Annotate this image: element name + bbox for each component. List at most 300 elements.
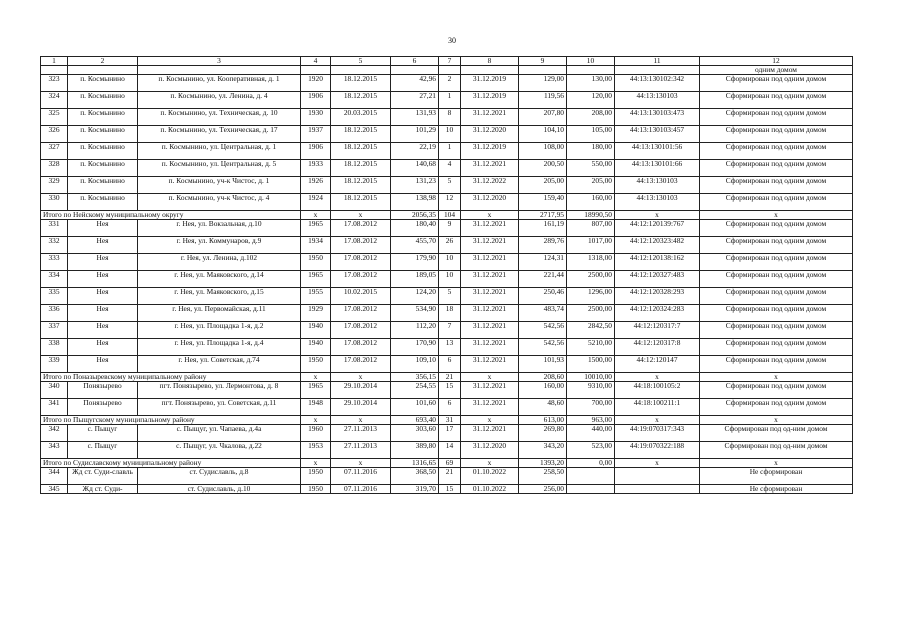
table-row xyxy=(41,382,853,399)
date-cell: 17.08.2012 xyxy=(331,220,391,237)
column-number-cell: 6 xyxy=(391,57,439,66)
table-row xyxy=(41,177,853,194)
value-col9-cell: 483,74 xyxy=(519,305,567,322)
subtotal-row xyxy=(41,373,853,382)
subtotal-area-cell: 2056,35 xyxy=(391,211,439,220)
residents-cell: 4 xyxy=(439,160,461,177)
row-number-cell: 343 xyxy=(41,442,68,459)
cadastre-number-cell: 44:12:120327:483 xyxy=(615,271,700,288)
table-row xyxy=(41,442,853,459)
cadastre-number-cell: 44:12:120317:8 xyxy=(615,339,700,356)
area-cell: 27,21 xyxy=(391,92,439,109)
column-number-cell: 5 xyxy=(331,57,391,66)
value-col10-cell: 205,00 xyxy=(567,177,615,194)
settlement-cell: п. Космынино xyxy=(68,109,138,126)
area-cell: 101,29 xyxy=(391,126,439,143)
status-cell: Сформирован под одним домом xyxy=(700,126,853,143)
value-col9-cell: 129,00 xyxy=(519,75,567,92)
year-cell: 1948 xyxy=(301,399,331,416)
date-cell: 10.02.2015 xyxy=(331,288,391,305)
date-cell: 18.12.2015 xyxy=(331,92,391,109)
row-number-cell: 329 xyxy=(41,177,68,194)
settlement-cell: п. Космынино xyxy=(68,177,138,194)
deadline-cell: 31.12.2019 xyxy=(461,75,519,92)
area-cell: 124,20 xyxy=(391,288,439,305)
area-cell: 131,93 xyxy=(391,109,439,126)
value-col9-cell: 104,10 xyxy=(519,126,567,143)
value-col10-cell: 1318,00 xyxy=(567,254,615,271)
settlement-cell: Нея xyxy=(68,288,138,305)
area-cell: 179,90 xyxy=(391,254,439,271)
value-col9-cell: 221,44 xyxy=(519,271,567,288)
deadline-cell: 01.10.2022 xyxy=(461,468,519,485)
value-col10-cell: 120,00 xyxy=(567,92,615,109)
settlement-cell: Нея xyxy=(68,271,138,288)
column-number-cell: 3 xyxy=(138,57,301,66)
area-cell: 180,40 xyxy=(391,220,439,237)
empty-cell xyxy=(519,66,567,75)
status-cell: Сформирован под одним домом xyxy=(700,382,853,399)
year-cell: 1934 xyxy=(301,237,331,254)
row-number-cell: 338 xyxy=(41,339,68,356)
subtotal-people-cell: 69 xyxy=(439,459,461,468)
residents-cell: 12 xyxy=(439,194,461,211)
value-col10-cell: 9310,00 xyxy=(567,382,615,399)
cadastre-number-cell: 44:19:070317:343 xyxy=(615,425,700,442)
table-row xyxy=(41,109,853,126)
address-cell: с. Пыщуг, ул. Чкалова, д.22 xyxy=(138,442,301,459)
area-cell: 368,50 xyxy=(391,468,439,485)
subtotal-date-cell: х xyxy=(331,211,391,220)
value-col10-cell xyxy=(567,485,615,494)
residents-cell: 7 xyxy=(439,322,461,339)
subtotal-status-cell: х xyxy=(700,211,853,220)
value-col9-cell: 343,20 xyxy=(519,442,567,459)
subtotal-status-cell: х xyxy=(700,416,853,425)
subtotal-label-cell: Итого по Поназыревскому муниципальному району xyxy=(41,373,301,382)
table-row xyxy=(41,356,853,373)
row-number-cell: 341 xyxy=(41,399,68,416)
status-cell: Не сформирован xyxy=(700,485,853,494)
continuation-row xyxy=(41,66,853,75)
table-row xyxy=(41,194,853,211)
subtotal-deadline-cell: х xyxy=(461,211,519,220)
status-continuation-cell: одним домом xyxy=(700,66,853,75)
deadline-cell: 31.12.2021 xyxy=(461,356,519,373)
empty-cell xyxy=(439,66,461,75)
subtotal-date-cell: х xyxy=(331,373,391,382)
subtotal-people-cell: 31 xyxy=(439,416,461,425)
residents-cell: 13 xyxy=(439,339,461,356)
table-row xyxy=(41,143,853,160)
deadline-cell: 31.12.2021 xyxy=(461,220,519,237)
settlement-cell: Нея xyxy=(68,322,138,339)
deadline-cell: 31.12.2021 xyxy=(461,237,519,254)
status-cell: Сформирован под одним домом xyxy=(700,271,853,288)
area-cell: 101,60 xyxy=(391,399,439,416)
subtotal-row xyxy=(41,416,853,425)
status-cell: Сформирован под одним домом xyxy=(700,177,853,194)
date-cell: 18.12.2015 xyxy=(331,177,391,194)
deadline-cell: 31.12.2021 xyxy=(461,254,519,271)
status-cell: Сформирован под одним домом xyxy=(700,339,853,356)
area-cell: 42,96 xyxy=(391,75,439,92)
status-cell: Сформирован под одним домом xyxy=(700,194,853,211)
settlement-cell: Понязырево xyxy=(68,382,138,399)
deadline-cell: 31.12.2021 xyxy=(461,399,519,416)
subtotal-cadastre-cell: х xyxy=(615,211,700,220)
address-cell: г. Нея, ул. Коммунаров, д.9 xyxy=(138,237,301,254)
cadastre-number-cell: 44:19:070322:188 xyxy=(615,442,700,459)
cadastre-number-cell: 44:12:120317:7 xyxy=(615,322,700,339)
deadline-cell: 31.12.2021 xyxy=(461,288,519,305)
date-cell: 07.11.2016 xyxy=(331,485,391,494)
subtotal-deadline-cell: х xyxy=(461,373,519,382)
address-cell: г. Нея, ул. Ленина, д.102 xyxy=(138,254,301,271)
cadastre-number-cell: 44:12:120147 xyxy=(615,356,700,373)
subtotal-label-cell: Итого по Пыщугскому муниципальному району xyxy=(41,416,301,425)
address-cell: п. Космынино, ул. Техническая, д. 10 xyxy=(138,109,301,126)
cadastre-number-cell: 44:13:130103:457 xyxy=(615,126,700,143)
value-col10-cell: 700,00 xyxy=(567,399,615,416)
deadline-cell: 31.12.2019 xyxy=(461,143,519,160)
area-cell: 455,70 xyxy=(391,237,439,254)
row-number-cell: 342 xyxy=(41,425,68,442)
value-col9-cell: 542,56 xyxy=(519,339,567,356)
value-col9-cell: 160,00 xyxy=(519,382,567,399)
cadastre-number-cell: 44:13:130103:473 xyxy=(615,109,700,126)
settlement-cell: п. Космынино xyxy=(68,194,138,211)
value-col9-cell: 200,50 xyxy=(519,160,567,177)
area-cell: 254,55 xyxy=(391,382,439,399)
empty-cell xyxy=(567,66,615,75)
subtotal-date-cell: х xyxy=(331,416,391,425)
status-cell: Сформирован под одним домом xyxy=(700,322,853,339)
settlement-cell: Нея xyxy=(68,339,138,356)
settlement-cell: п. Космынино xyxy=(68,126,138,143)
empty-cell xyxy=(331,66,391,75)
subtotal-area-cell: 1316,65 xyxy=(391,459,439,468)
residents-cell: 1 xyxy=(439,143,461,160)
status-cell: Сформирован под одним домом xyxy=(700,75,853,92)
table-row xyxy=(41,160,853,177)
area-cell: 140,68 xyxy=(391,160,439,177)
table-row xyxy=(41,237,853,254)
deadline-cell: 31.12.2021 xyxy=(461,305,519,322)
area-cell: 319,70 xyxy=(391,485,439,494)
column-number-cell: 8 xyxy=(461,57,519,66)
year-cell: 1960 xyxy=(301,425,331,442)
year-cell: 1940 xyxy=(301,322,331,339)
cadastre-number-cell: 44:18:100211:1 xyxy=(615,399,700,416)
date-cell: 18.12.2015 xyxy=(331,126,391,143)
subtotal-date-cell: х xyxy=(331,459,391,468)
settlement-cell: Нея xyxy=(68,220,138,237)
address-cell: п. Космынино, уч-к Чистос, д. 1 xyxy=(138,177,301,194)
area-cell: 303,60 xyxy=(391,425,439,442)
deadline-cell: 01.10.2022 xyxy=(461,485,519,494)
area-cell: 109,10 xyxy=(391,356,439,373)
value-col9-cell: 161,19 xyxy=(519,220,567,237)
subtotal-area-cell: 356,15 xyxy=(391,373,439,382)
date-cell: 18.12.2015 xyxy=(331,160,391,177)
date-cell: 18.12.2015 xyxy=(331,143,391,160)
residents-cell: 1 xyxy=(439,92,461,109)
address-cell: г. Нея, ул. Маяковского, д.14 xyxy=(138,271,301,288)
status-cell: Сформирован под одним домом xyxy=(700,356,853,373)
settlement-cell: Понязырево xyxy=(68,399,138,416)
residents-cell: 18 xyxy=(439,305,461,322)
date-cell: 18.12.2015 xyxy=(331,75,391,92)
cadastre-number-cell: 44:13:130101:56 xyxy=(615,143,700,160)
subtotal-row xyxy=(41,459,853,468)
address-cell: г. Нея, ул. Площадка 1-я, д.2 xyxy=(138,322,301,339)
value-col10-cell: 180,00 xyxy=(567,143,615,160)
table-row xyxy=(41,322,853,339)
settlement-cell: Нея xyxy=(68,254,138,271)
row-number-cell: 340 xyxy=(41,382,68,399)
table-row xyxy=(41,425,853,442)
value-col9-cell: 258,50 xyxy=(519,468,567,485)
subtotal-row xyxy=(41,211,853,220)
area-cell: 534,90 xyxy=(391,305,439,322)
settlement-cell: п. Космынино xyxy=(68,160,138,177)
year-cell: 1950 xyxy=(301,468,331,485)
date-cell: 17.08.2012 xyxy=(331,322,391,339)
status-cell: Сформирован под одним домом xyxy=(700,254,853,271)
residents-cell: 6 xyxy=(439,399,461,416)
empty-cell xyxy=(461,66,519,75)
address-cell: ст. Судиславль, д.10 xyxy=(138,485,301,494)
residents-cell: 10 xyxy=(439,271,461,288)
status-cell: Сформирован под одним домом xyxy=(700,288,853,305)
value-col9-cell: 207,80 xyxy=(519,109,567,126)
table-row xyxy=(41,305,853,322)
year-cell: 1930 xyxy=(301,109,331,126)
address-cell: г. Нея, ул. Первомайская, д.11 xyxy=(138,305,301,322)
status-cell: Сформирован под одним домом xyxy=(700,399,853,416)
status-cell: Сформирован под од-ним домом xyxy=(700,442,853,459)
row-number-cell: 323 xyxy=(41,75,68,92)
column-number-cell: 11 xyxy=(615,57,700,66)
row-number-cell: 345 xyxy=(41,485,68,494)
year-cell: 1950 xyxy=(301,356,331,373)
year-cell: 1926 xyxy=(301,177,331,194)
table-row xyxy=(41,485,853,494)
residents-cell: 8 xyxy=(439,109,461,126)
empty-cell xyxy=(615,66,700,75)
value-col9-cell: 48,60 xyxy=(519,399,567,416)
settlement-cell: Нея xyxy=(68,237,138,254)
settlement-cell: п. Космынино xyxy=(68,75,138,92)
value-col9-cell: 256,00 xyxy=(519,485,567,494)
table-row xyxy=(41,220,853,237)
empty-cell xyxy=(138,66,301,75)
table-row xyxy=(41,468,853,485)
value-col10-cell: 2500,00 xyxy=(567,271,615,288)
residents-cell: 6 xyxy=(439,356,461,373)
value-col10-cell: 208,00 xyxy=(567,109,615,126)
subtotal-deadline-cell: х xyxy=(461,416,519,425)
residents-cell: 26 xyxy=(439,237,461,254)
area-cell: 22,19 xyxy=(391,143,439,160)
residents-cell: 17 xyxy=(439,425,461,442)
value-col9-cell: 269,80 xyxy=(519,425,567,442)
value-col9-cell: 101,93 xyxy=(519,356,567,373)
date-cell: 17.08.2012 xyxy=(331,305,391,322)
table-row xyxy=(41,271,853,288)
address-cell: г. Нея, ул. Маяковского, д.15 xyxy=(138,288,301,305)
row-number-cell: 336 xyxy=(41,305,68,322)
residents-cell: 10 xyxy=(439,126,461,143)
year-cell: 1906 xyxy=(301,92,331,109)
row-number-cell: 324 xyxy=(41,92,68,109)
subtotal-area-cell: 693,40 xyxy=(391,416,439,425)
address-cell: ст. Судиславль, д.8 xyxy=(138,468,301,485)
subtotal-cadastre-cell: х xyxy=(615,459,700,468)
cadastre-number-cell: 44:12:120138:162 xyxy=(615,254,700,271)
year-cell: 1950 xyxy=(301,254,331,271)
value-col9-cell: 289,76 xyxy=(519,237,567,254)
value-col10-cell: 5210,00 xyxy=(567,339,615,356)
subtotal-c9-cell: 2717,95 xyxy=(519,211,567,220)
date-cell: 17.08.2012 xyxy=(331,271,391,288)
status-cell: Сформирован под одним домом xyxy=(700,305,853,322)
status-cell: Не сформирован xyxy=(700,468,853,485)
subtotal-c10-cell: 0,00 xyxy=(567,459,615,468)
residents-cell: 14 xyxy=(439,442,461,459)
year-cell: 1929 xyxy=(301,305,331,322)
row-number-cell: 334 xyxy=(41,271,68,288)
date-cell: 17.08.2012 xyxy=(331,339,391,356)
table-row xyxy=(41,126,853,143)
value-col10-cell xyxy=(567,468,615,485)
subtotal-label-cell: Итого по Нейскому муниципальному округу xyxy=(41,211,301,220)
status-cell: Сформирован под одним домом xyxy=(700,160,853,177)
residents-cell: 2 xyxy=(439,75,461,92)
table-row xyxy=(41,339,853,356)
cadastre-number-cell: 44:13:130101:66 xyxy=(615,160,700,177)
deadline-cell: 31.12.2021 xyxy=(461,160,519,177)
deadline-cell: 31.12.2020 xyxy=(461,442,519,459)
settlement-cell: с. Пыщуг xyxy=(68,425,138,442)
address-cell: п. Космынино, ул. Центральная, д. 1 xyxy=(138,143,301,160)
address-cell: с. Пыщуг, ул. Чапаева, д.4а xyxy=(138,425,301,442)
residents-cell: 10 xyxy=(439,254,461,271)
address-cell: п. Космынино, ул. Кооперативная, д. 1 xyxy=(138,75,301,92)
date-cell: 29.10.2014 xyxy=(331,399,391,416)
address-cell: п. Космынино, ул. Техническая, д. 17 xyxy=(138,126,301,143)
status-cell: Сформирован под одним домом xyxy=(700,109,853,126)
year-cell: 1920 xyxy=(301,75,331,92)
year-cell: 1965 xyxy=(301,382,331,399)
empty-cell xyxy=(68,66,138,75)
row-number-cell: 330 xyxy=(41,194,68,211)
deadline-cell: 31.12.2021 xyxy=(461,322,519,339)
status-cell: Сформирован под одним домом xyxy=(700,143,853,160)
year-cell: 1965 xyxy=(301,220,331,237)
table-row xyxy=(41,92,853,109)
residents-cell: 5 xyxy=(439,177,461,194)
settlement-cell: Жд ст. Суди-славль xyxy=(68,468,138,485)
deadline-cell: 31.12.2021 xyxy=(461,271,519,288)
year-cell: 1933 xyxy=(301,160,331,177)
column-number-row xyxy=(41,57,853,66)
subtotal-year-cell: х xyxy=(301,459,331,468)
subtotal-status-cell: х xyxy=(700,459,853,468)
value-col10-cell: 523,00 xyxy=(567,442,615,459)
cadastre-number-cell: 44:12:120324:283 xyxy=(615,305,700,322)
residents-cell: 15 xyxy=(439,382,461,399)
date-cell: 20.03.2015 xyxy=(331,109,391,126)
deadline-cell: 31.12.2021 xyxy=(461,339,519,356)
cadastre-number-cell xyxy=(615,468,700,485)
subtotal-label-cell: Итого по Судиславскому муниципальному району xyxy=(41,459,301,468)
subtotal-year-cell: х xyxy=(301,211,331,220)
column-number-cell: 2 xyxy=(68,57,138,66)
value-col10-cell: 2842,50 xyxy=(567,322,615,339)
year-cell: 1924 xyxy=(301,194,331,211)
value-col10-cell: 1296,00 xyxy=(567,288,615,305)
area-cell: 389,80 xyxy=(391,442,439,459)
row-number-cell: 344 xyxy=(41,468,68,485)
row-number-cell: 333 xyxy=(41,254,68,271)
residents-cell: 9 xyxy=(439,220,461,237)
value-col10-cell: 160,00 xyxy=(567,194,615,211)
cadastre-number-cell: 44:13:130103 xyxy=(615,92,700,109)
date-cell: 17.08.2012 xyxy=(331,254,391,271)
row-number-cell: 331 xyxy=(41,220,68,237)
row-number-cell: 335 xyxy=(41,288,68,305)
date-cell: 07.11.2016 xyxy=(331,468,391,485)
value-col9-cell: 108,00 xyxy=(519,143,567,160)
value-col10-cell: 2500,00 xyxy=(567,305,615,322)
value-col9-cell: 250,46 xyxy=(519,288,567,305)
subtotal-c10-cell: 963,00 xyxy=(567,416,615,425)
table-row xyxy=(41,288,853,305)
year-cell: 1937 xyxy=(301,126,331,143)
subtotal-c9-cell: 208,60 xyxy=(519,373,567,382)
column-number-cell: 7 xyxy=(439,57,461,66)
subtotal-people-cell: 21 xyxy=(439,373,461,382)
value-col10-cell: 1017,00 xyxy=(567,237,615,254)
deadline-cell: 31.12.2020 xyxy=(461,194,519,211)
status-cell: Сформирован под одним домом xyxy=(700,220,853,237)
residents-cell: 15 xyxy=(439,485,461,494)
residents-cell: 21 xyxy=(439,468,461,485)
area-cell: 112,20 xyxy=(391,322,439,339)
row-number-cell: 332 xyxy=(41,237,68,254)
empty-cell xyxy=(391,66,439,75)
deadline-cell: 31.12.2021 xyxy=(461,382,519,399)
subtotal-deadline-cell: х xyxy=(461,459,519,468)
address-cell: пгт. Понязырево, ул. Лермонтова, д. 8 xyxy=(138,382,301,399)
status-cell: Сформирован под одним домом xyxy=(700,92,853,109)
area-cell: 138,98 xyxy=(391,194,439,211)
value-col10-cell: 807,00 xyxy=(567,220,615,237)
value-col10-cell: 550,00 xyxy=(567,160,615,177)
date-cell: 27.11.2013 xyxy=(331,442,391,459)
year-cell: 1940 xyxy=(301,339,331,356)
subtotal-status-cell: х xyxy=(700,373,853,382)
deadline-cell: 31.12.2019 xyxy=(461,92,519,109)
subtotal-c10-cell: 18990,50 xyxy=(567,211,615,220)
year-cell: 1950 xyxy=(301,485,331,494)
settlement-cell: п. Космынино xyxy=(68,92,138,109)
table-row xyxy=(41,399,853,416)
subtotal-cadastre-cell: х xyxy=(615,373,700,382)
value-col9-cell: 119,56 xyxy=(519,92,567,109)
